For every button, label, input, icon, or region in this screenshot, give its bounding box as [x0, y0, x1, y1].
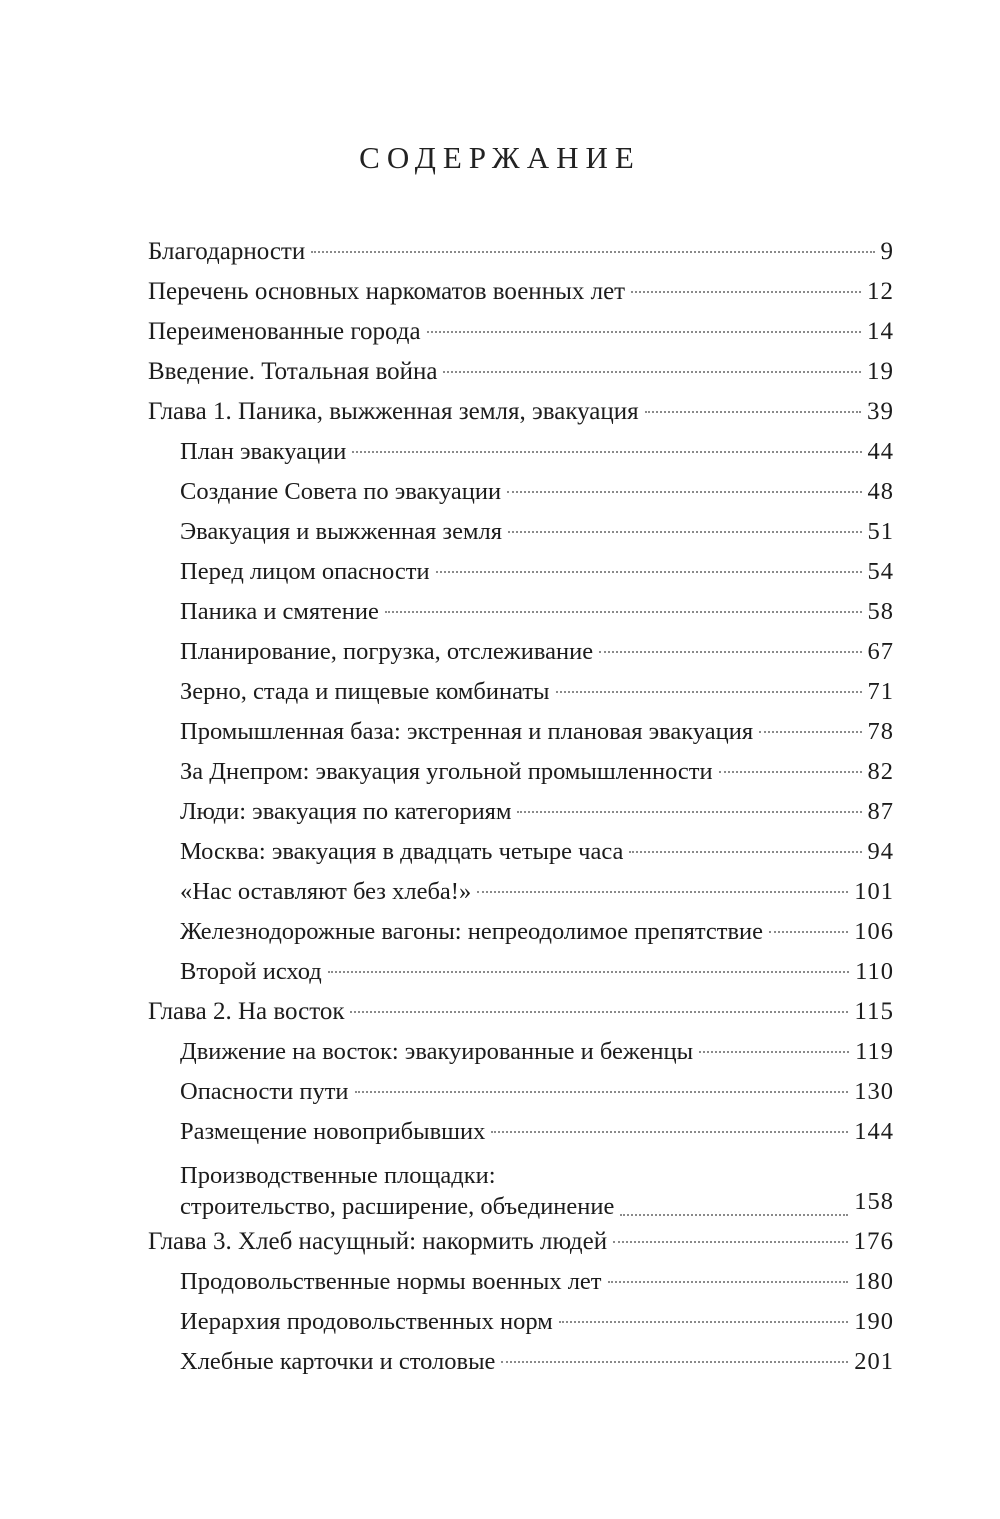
toc-entry-section[interactable]	[148, 512, 894, 552]
dot-leader	[599, 651, 861, 653]
toc-entry-page-number: 87	[867, 798, 894, 825]
dot-leader	[508, 531, 862, 533]
toc-entry-chapter[interactable]	[148, 992, 894, 1032]
toc-entry-section[interactable]	[148, 1072, 894, 1112]
toc-entry-page-number: 9	[880, 238, 894, 265]
toc-entry-page-number: 144	[854, 1118, 894, 1145]
toc-entry-chapter[interactable]	[148, 312, 894, 352]
dot-leader	[352, 451, 861, 453]
dot-leader	[477, 891, 848, 893]
toc-entry-page-number: 14	[867, 318, 894, 345]
toc-entry-section[interactable]	[148, 712, 894, 752]
toc-entry-label: Москва: эвакуация в двадцать четыре часа	[180, 838, 624, 865]
toc-entry-section[interactable]	[148, 592, 894, 632]
toc-entry-label-line-1: Производственные площадки:	[180, 1162, 496, 1189]
toc-entry-label: Размещение новоприбывших	[180, 1118, 486, 1145]
dot-leader	[517, 811, 861, 813]
dot-leader	[436, 571, 862, 573]
toc-entry-chapter[interactable]	[148, 272, 894, 312]
toc-entry-label: Железнодорожные вагоны: непреодолимое препятствие	[180, 918, 764, 945]
dot-leader	[769, 931, 848, 933]
toc-entry-chapter[interactable]	[148, 352, 894, 392]
dot-leader	[631, 291, 861, 293]
toc-entry-label: Продовольственные нормы военных лет	[180, 1268, 602, 1295]
toc-entry-page-number: 119	[855, 1038, 894, 1065]
toc-entry-section[interactable]	[148, 952, 894, 992]
toc-entry-page-number: 180	[854, 1268, 894, 1295]
dot-leader	[613, 1241, 847, 1243]
toc-entry-page-number: 94	[867, 838, 894, 865]
toc-entry-label: Зерно, стада и пищевые комбинаты	[180, 678, 550, 705]
toc-entry-label: Глава 1. Паника, выжженная земля, эвакуация	[148, 398, 639, 425]
toc-entry-label: Люди: эвакуация по категориям	[180, 798, 512, 825]
toc-entry-label: За Днепром: эвакуация угольной промышленности	[180, 758, 713, 785]
dot-leader	[559, 1321, 849, 1323]
toc-entry-label: Перед лицом опасности	[180, 558, 430, 585]
toc-entry-label: Глава 2. На восток	[148, 998, 345, 1025]
toc-entry-section[interactable]	[148, 832, 894, 872]
toc-entry-section[interactable]	[148, 1152, 894, 1222]
toc-entry-section[interactable]	[148, 912, 894, 952]
toc-entry-label: Иерархия продовольственных норм	[180, 1308, 553, 1335]
toc-entry-page-number: 130	[854, 1078, 894, 1105]
toc-entry-section[interactable]	[148, 1342, 894, 1382]
toc-entry-page-number: 51	[867, 518, 894, 545]
toc-entry-section[interactable]	[148, 792, 894, 832]
toc-entry-label: Промышленная база: экстренная и плановая эвакуация	[180, 718, 754, 745]
toc-entry-page-number: 110	[855, 958, 894, 985]
dot-leader	[507, 491, 861, 493]
toc-entry-label: Введение. Тотальная война	[148, 358, 438, 385]
toc-entry-page-number: 106	[854, 918, 894, 945]
toc-entry-label: Хлебные карточки и столовые	[180, 1348, 496, 1375]
toc-entry-chapter[interactable]	[148, 392, 894, 432]
dot-leader	[645, 411, 861, 413]
toc-entry-label: Благодарности	[148, 238, 306, 265]
toc-entry-label: Глава 3. Хлеб насущный: накормить людей	[148, 1228, 608, 1255]
dot-leader	[629, 851, 861, 853]
dot-leader	[608, 1281, 849, 1283]
toc-entry-label: Опасности пути	[180, 1078, 349, 1105]
dot-leader	[620, 1214, 848, 1216]
dot-leader	[311, 251, 874, 253]
toc-entry-section[interactable]	[148, 1262, 894, 1302]
dot-leader	[385, 611, 862, 613]
toc-entry-section[interactable]	[148, 432, 894, 472]
dot-leader	[759, 731, 861, 733]
toc-entry-chapter[interactable]	[148, 1222, 894, 1262]
toc-entry-label: Создание Совета по эвакуации	[180, 478, 502, 505]
toc-entry-page-number: 67	[867, 638, 894, 665]
table-of-contents	[148, 232, 894, 1382]
toc-entry-label: Планирование, погрузка, отслеживание	[180, 638, 594, 665]
toc-entry-section[interactable]	[148, 1112, 894, 1152]
toc-entry-section[interactable]	[148, 672, 894, 712]
toc-entry-page-number: 48	[867, 478, 894, 505]
dot-leader	[719, 771, 862, 773]
dot-leader	[328, 971, 849, 973]
toc-entry-page-number: 176	[853, 1228, 894, 1255]
toc-entry-section[interactable]	[148, 472, 894, 512]
toc-entry-section[interactable]	[148, 752, 894, 792]
toc-entry-section[interactable]	[148, 1032, 894, 1072]
toc-entry-page-number: 158	[854, 1188, 894, 1215]
toc-entry-label: Переименованные города	[148, 318, 421, 345]
toc-entry-page-number: 39	[867, 398, 894, 425]
toc-entry-chapter[interactable]	[148, 232, 894, 272]
toc-entry-page-number: 101	[854, 878, 894, 905]
dot-leader	[355, 1091, 849, 1093]
toc-entry-page-number: 54	[867, 558, 894, 585]
dot-leader	[556, 691, 862, 693]
toc-entry-label: Движение на восток: эвакуированные и беженцы	[180, 1038, 694, 1065]
dot-leader	[443, 371, 861, 373]
toc-entry-page-number: 19	[867, 358, 894, 385]
toc-entry-page-number: 58	[867, 598, 894, 625]
toc-entry-label: «Нас оставляют без хлеба!»	[180, 878, 472, 905]
toc-entry-section[interactable]	[148, 632, 894, 672]
toc-entry-section[interactable]	[148, 1302, 894, 1342]
toc-entry-page-number: 44	[867, 438, 894, 465]
toc-entry-label	[180, 1160, 614, 1222]
toc-entry-page-number: 190	[854, 1308, 894, 1335]
toc-entry-label: Паника и смятение	[180, 598, 379, 625]
toc-entry-section[interactable]	[148, 872, 894, 912]
toc-entry-page-number: 115	[854, 998, 894, 1025]
toc-entry-label-line-2: строительство, расширение, объединение	[180, 1193, 615, 1220]
dot-leader	[501, 1361, 848, 1363]
toc-entry-page-number: 201	[854, 1348, 894, 1375]
toc-entry-label: Эвакуация и выжженная земля	[180, 518, 502, 545]
toc-entry-label: Перечень основных наркоматов военных лет	[148, 278, 626, 305]
dot-leader	[491, 1131, 848, 1133]
toc-entry-page-number: 71	[867, 678, 894, 705]
toc-entry-page-number: 78	[867, 718, 894, 745]
dot-leader	[699, 1051, 849, 1053]
toc-entry-page-number: 12	[867, 278, 894, 305]
toc-entry-section[interactable]	[148, 552, 894, 592]
toc-entry-label: Второй исход	[180, 958, 322, 985]
toc-entry-page-number: 82	[867, 758, 894, 785]
toc-entry-label: План эвакуации	[180, 438, 347, 465]
dot-leader	[350, 1011, 848, 1013]
page-title: СОДЕРЖАНИЕ	[359, 140, 641, 175]
dot-leader	[427, 331, 861, 333]
